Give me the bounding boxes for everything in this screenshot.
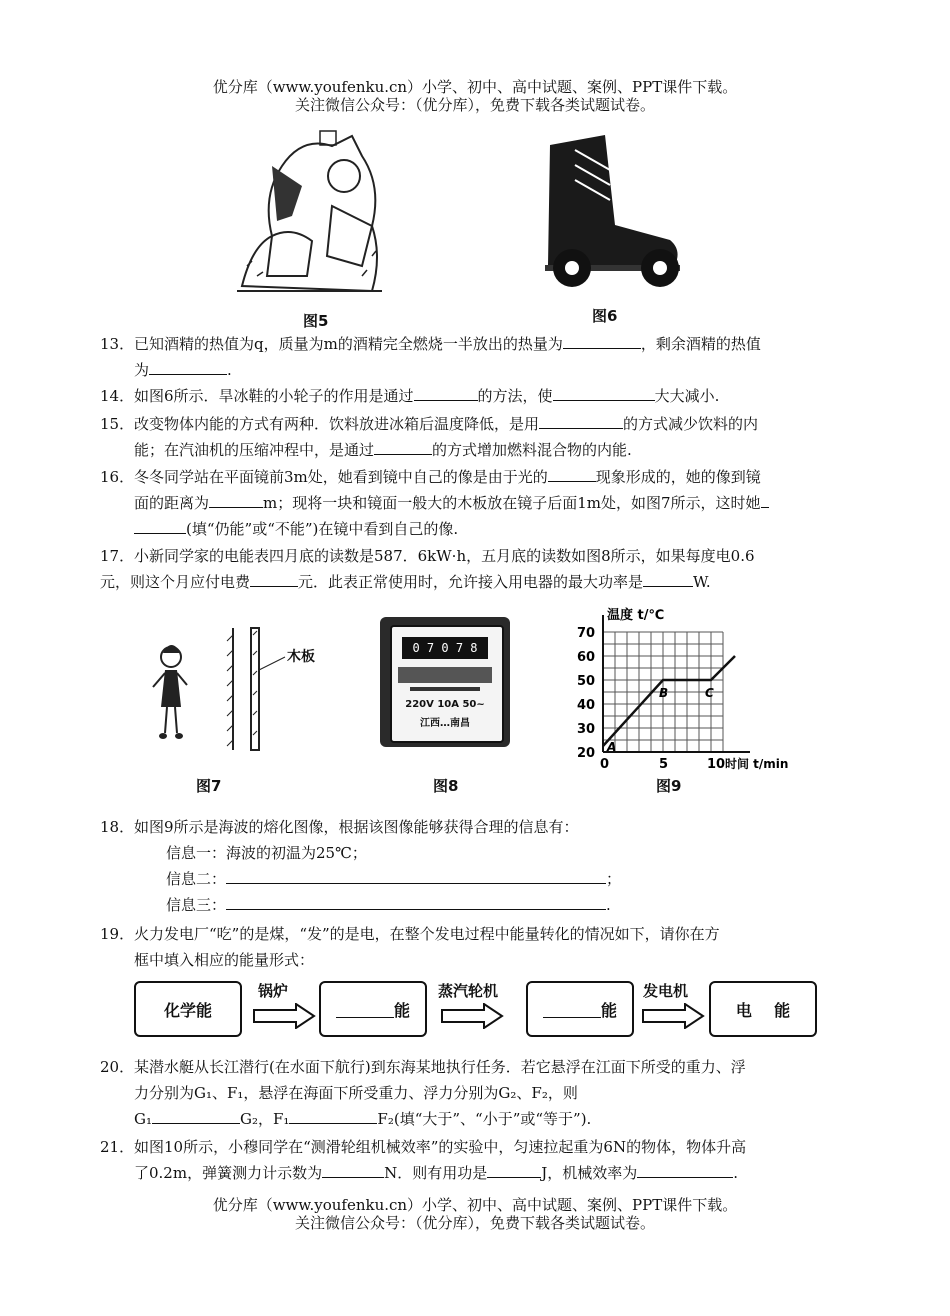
answer-blank[interactable] — [209, 491, 263, 508]
question-number: 13． — [100, 335, 135, 353]
question-text: 已知酒精的热值为q，质量为m的酒精完全燃烧一半放出的热量为 — [134, 335, 563, 353]
info-line-1: 信息一：海波的初温为25℃； — [166, 844, 367, 862]
info-line-2: 信息二： — [166, 870, 227, 888]
question-text: . — [606, 896, 611, 914]
question-text: 力分别为G₁、F₁，悬浮在海面下所受重力、浮力分别为G₂、F₂，则 — [134, 1084, 578, 1102]
flow-arrow-1 — [252, 1003, 316, 1029]
question-number: 14． — [100, 387, 135, 405]
question-text: G₂，F₁ — [240, 1110, 290, 1128]
answer-blank[interactable] — [487, 1161, 541, 1178]
question-text: J，机械效率为 — [541, 1164, 638, 1182]
y-tick: 50 — [577, 674, 596, 689]
answer-blank[interactable] — [761, 491, 769, 508]
x-axis-label: 时间 t/min — [725, 757, 789, 771]
question-text: 现象形成的，她的像到镜 — [595, 468, 761, 486]
flow-arrow-2 — [440, 1003, 504, 1029]
question-13 — [100, 331, 860, 383]
question-text: N．则有用功是 — [384, 1164, 488, 1182]
answer-blank[interactable] — [414, 384, 478, 401]
question-text: 的方式减少饮料的内 — [623, 415, 759, 433]
answer-blank[interactable] — [543, 1001, 601, 1018]
question-text: (填“仍能”或“不能”)在镜中看到自己的像. — [186, 520, 459, 538]
question-text: 某潜水艇从长江潜行(在水面下航行)到东海某地执行任务．若它悬浮在江面下所受的重力、浮 — [134, 1058, 746, 1076]
question-text: ，剩余酒精的热值 — [640, 335, 761, 353]
question-text: 的方法，使 — [477, 387, 553, 405]
answer-blank[interactable] — [289, 1107, 377, 1124]
question-15 — [100, 411, 860, 463]
question-number: 19． — [100, 925, 135, 943]
question-number: 20． — [100, 1058, 135, 1076]
y-tick: 70 — [577, 626, 596, 641]
question-text: 能；在汽油机的压缩冲程中，是通过 — [134, 441, 375, 459]
question-14 — [100, 383, 860, 409]
question-text: 了0.2m，弹簧测力计示数为 — [134, 1164, 323, 1182]
figure-5-caption: 图5 — [303, 312, 329, 330]
x-tick: 0 — [600, 757, 610, 772]
question-text: m；现将一块和镜面一般大的木板放在镜子后面1m处，如图7所示，这时她 — [263, 494, 761, 512]
question-number: 15． — [100, 415, 135, 433]
point-label: B — [659, 686, 669, 700]
question-text: F₂(填“大于”、“小于”或“等于”). — [377, 1110, 592, 1128]
arrow-label-boiler: 锅炉 — [258, 982, 289, 1000]
info-line-3: 信息三： — [166, 896, 227, 914]
answer-blank[interactable] — [374, 438, 432, 455]
answer-blank[interactable] — [563, 332, 641, 349]
flow-box-energy-2 — [319, 981, 427, 1037]
question-text: W. — [693, 573, 711, 591]
answer-blank[interactable] — [250, 570, 298, 587]
question-text: 如图6所示．旱冰鞋的小轮子的作用是通过 — [134, 387, 414, 405]
question-text: G₁ — [134, 1110, 152, 1128]
header-line-2: 关注微信公众号：（优分库），免费下载各类试题试卷。 — [294, 96, 655, 114]
x-tick: 5 — [659, 757, 669, 772]
footer-line-1: 优分库（www.youfenku.cn）小学、初中、高中试题、案例、PPT课件下载。 — [212, 1196, 738, 1214]
question-text: 元，则这个月应付电费 — [100, 573, 251, 591]
answer-blank[interactable] — [637, 1161, 733, 1178]
point-label: C — [705, 686, 714, 700]
question-text: . — [227, 361, 232, 379]
figure-8-meter — [380, 617, 510, 747]
question-text: 如图9所示是海波的熔化图像，根据该图像能够获得合理的信息有： — [134, 818, 579, 836]
answer-blank[interactable] — [134, 517, 186, 534]
answer-blank[interactable] — [548, 465, 596, 482]
point-label: A — [607, 740, 617, 754]
y-axis-label: 温度 t/℃ — [607, 608, 665, 623]
flow-box-energy-3 — [526, 981, 634, 1037]
figure-6-illustration — [530, 130, 690, 290]
footer-line-2: 关注微信公众号：（优分库），免费下载各类试题试卷。 — [294, 1214, 655, 1232]
figure-5-illustration — [232, 126, 392, 298]
question-text: 的方式增加燃料混合物的内能. — [432, 441, 632, 459]
flow-box-chemical-energy: 化学能 — [134, 981, 242, 1037]
y-tick: 30 — [577, 722, 596, 737]
question-20 — [100, 1054, 860, 1132]
flow-arrow-3 — [641, 1003, 705, 1029]
answer-blank[interactable] — [149, 358, 227, 375]
flow-box-suffix: 能 — [600, 1000, 617, 1020]
question-16 — [100, 464, 860, 542]
answer-blank[interactable] — [226, 867, 606, 884]
question-text: 面的距离为 — [134, 494, 210, 512]
question-text: 冬冬同学站在平面镜前3m处，她看到镜中自己的像是由于光的 — [134, 468, 548, 486]
figure-9-caption: 图9 — [656, 777, 682, 795]
flow-box-electric-energy: 电 能 — [709, 981, 817, 1037]
y-tick: 60 — [577, 650, 596, 665]
figure-6-caption: 图6 — [592, 307, 618, 325]
question-text: 框中填入相应的能量形式： — [134, 951, 315, 969]
question-number: 17． — [100, 547, 135, 565]
answer-blank[interactable] — [553, 384, 655, 401]
question-17 — [100, 543, 860, 595]
x-tick: 10 — [707, 757, 726, 772]
answer-blank[interactable] — [539, 412, 623, 429]
question-text: 改变物体内能的方式有两种．饮料放进冰箱后温度降低，是用 — [134, 415, 540, 433]
question-text: 小新同学家的电能表四月底的读数是587．6kW·h，五月底的读数如图8所示，如果每度电0.6 — [134, 547, 755, 565]
answer-blank[interactable] — [643, 570, 693, 587]
flow-box-suffix: 能 — [393, 1000, 410, 1020]
question-text: 火力发电厂“吃”的是煤，“发”的是电，在整个发电过程中能量转化的情况如下，请你在方 — [134, 925, 720, 943]
question-text: 元．此表正常使用时，允许接入用电器的最大功率是 — [298, 573, 644, 591]
meter-reading-display: 0 7 0 7 8 — [402, 637, 488, 659]
meter-maker-label: 江西…南昌 — [420, 718, 470, 729]
question-number: 18． — [100, 818, 135, 836]
question-21 — [100, 1134, 860, 1186]
figure-7-illustration — [145, 625, 355, 755]
question-19 — [100, 921, 860, 973]
answer-blank[interactable] — [226, 893, 606, 910]
question-number: 21． — [100, 1138, 135, 1156]
question-text: 为 — [134, 361, 150, 379]
question-text: 大大减小. — [654, 387, 720, 405]
question-number: 16． — [100, 468, 135, 486]
header-line-1: 优分库（www.youfenku.cn）小学、初中、高中试题、案例、PPT课件下载。 — [212, 78, 738, 96]
figure-8-caption: 图8 — [433, 777, 459, 795]
meter-rating-label: 220V 10A 50~ — [405, 699, 485, 710]
answer-blank[interactable] — [152, 1107, 240, 1124]
answer-blank[interactable] — [336, 1001, 394, 1018]
question-text: . — [733, 1164, 739, 1182]
y-tick: 20 — [577, 746, 596, 761]
arrow-label-generator: 发电机 — [643, 982, 689, 1000]
answer-blank[interactable] — [322, 1161, 384, 1178]
question-18 — [100, 814, 860, 918]
arrow-label-steam-turbine: 蒸汽轮机 — [438, 982, 499, 1000]
figure-7-board-label: 木板 — [287, 649, 315, 665]
figure-9-graph — [565, 605, 815, 775]
question-text: ； — [606, 870, 622, 888]
figure-7-caption: 图7 — [196, 777, 222, 795]
question-text: 如图10所示，小穆同学在“测滑轮组机械效率”的实验中，匀速拉起重为6N的物体，物体升高 — [134, 1138, 747, 1156]
y-tick: 40 — [577, 698, 596, 713]
